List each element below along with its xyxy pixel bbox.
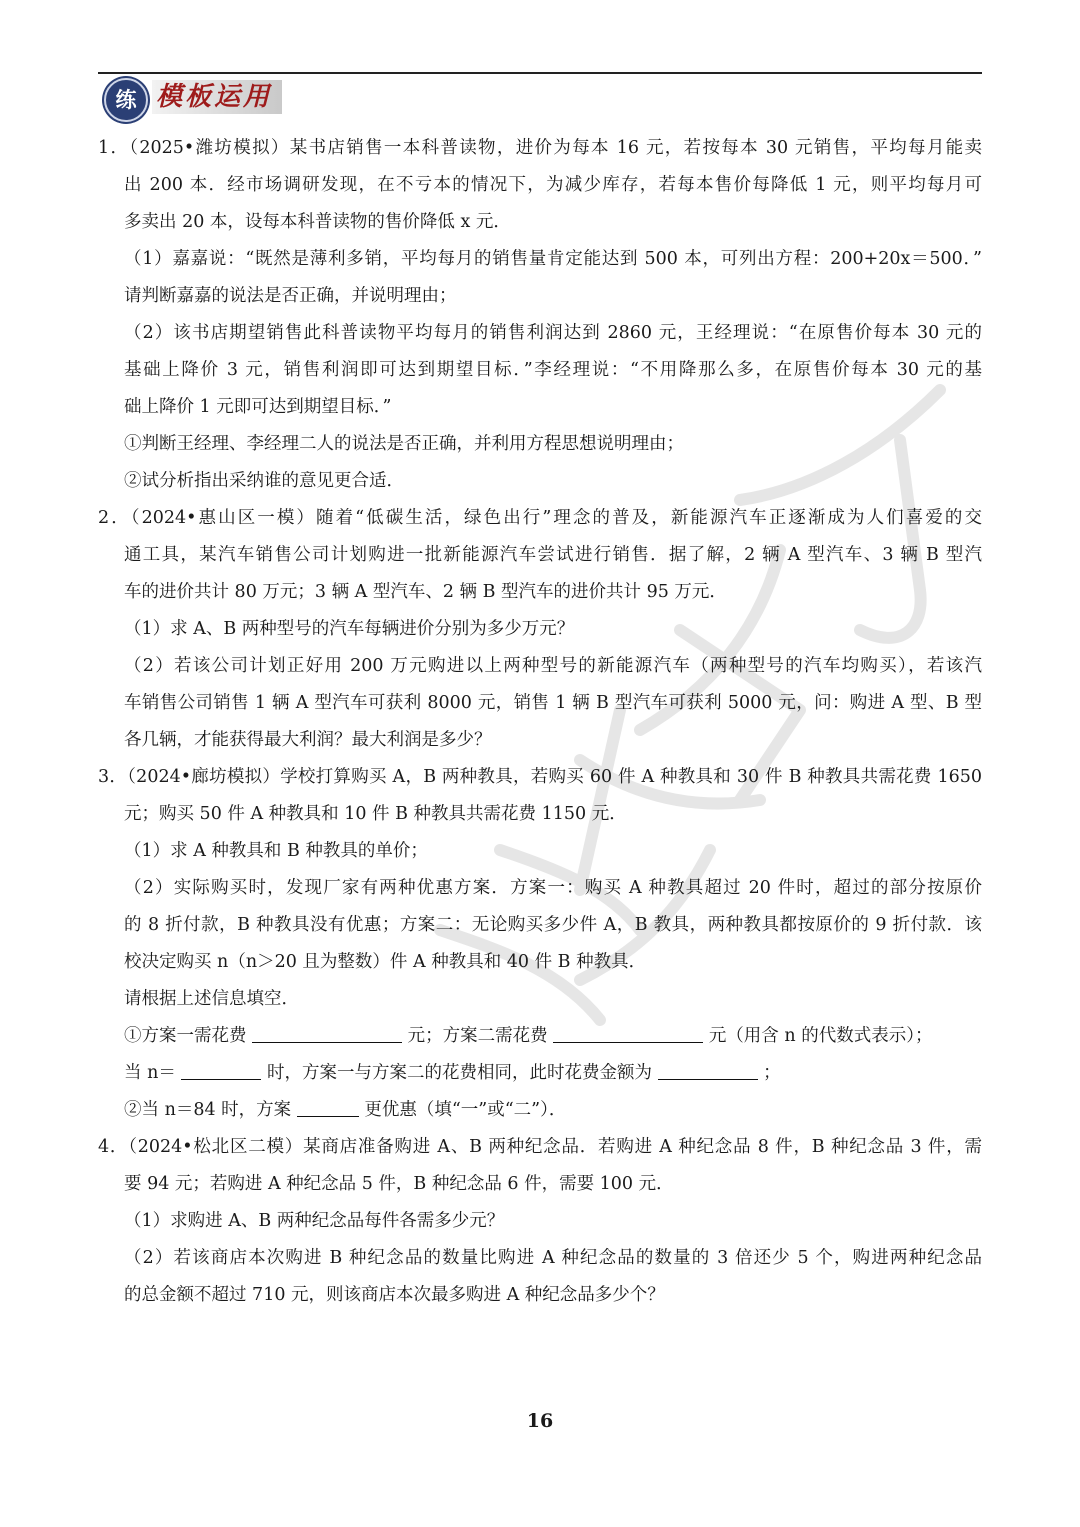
problem-3-line: 校决定购买 n（n＞20 且为整数）件 A 种教具和 40 件 B 种教具． — [124, 952, 647, 972]
problem-1-subpart-2: ②试分析指出采纳谁的意见更合适． — [124, 471, 404, 491]
problem-1-part-1: （1）嘉嘉说：“既然是薄利多销，平均每月的销售量肯定能达到 500 本，可列出方程：200+20x＝500．” — [124, 249, 982, 269]
section-header — [100, 76, 295, 120]
answer-blank[interactable] — [297, 1096, 359, 1117]
fill-text: ； — [763, 1063, 781, 1083]
problem-1-part-2: （2）该书店期望销售此科普读物平均每月的销售利润达到 2860 元，王经理说：“在原售价每本 30 元的 — [124, 323, 982, 343]
problem-4-line: 要 94 元；若购进 A 种纪念品 5 件，B 种纪念品 6 件，需要 100 元． — [124, 1174, 674, 1194]
answer-blank[interactable] — [658, 1059, 758, 1080]
problem-4-part-1: （1）求购进 A、B 两种纪念品每件各需多少元？ — [124, 1211, 505, 1231]
problem-1-line: 基础上降价 3 元，销售利润即可达到期望目标．”李经理说：“不用降那么多，在原售价每本 30 元的基 — [124, 360, 982, 380]
fill-text: 更优惠（填“一”或“二”）． — [364, 1100, 567, 1120]
problem-1-line: 础上降价 1 元即可达到期望目标．” — [124, 397, 392, 417]
fill-in-line-3 — [98, 1092, 982, 1129]
problem-1-line: 多卖出 20 本，设每本科普读物的售价降低 x 元． — [124, 212, 511, 232]
problem-4-line: 的总金额不超过 710 元，则该商店本次最多购进 A 种纪念品多少个？ — [124, 1285, 665, 1305]
answer-blank[interactable] — [553, 1022, 703, 1043]
fill-text: 时，方案一与方案二的花费相同，此时花费金额为 — [267, 1063, 652, 1083]
fill-text: 元；方案二需花费 — [407, 1026, 548, 1046]
problem-1-line: 请判断嘉嘉的说法是否正确，并说明理由； — [124, 286, 457, 306]
answer-blank[interactable] — [181, 1059, 261, 1080]
page-number: 16 — [526, 1410, 554, 1432]
practice-badge-icon: 练 — [104, 78, 148, 122]
problem-2-line: 车销售公司销售 1 辆 A 型汽车可获利 8000 元，销售 1 辆 B 型汽车可获利 5000 元，问：购进 A 型、B 型 — [124, 693, 982, 713]
section-title: 模板运用 — [152, 80, 282, 114]
fill-text: ①方案一需花费 — [124, 1026, 247, 1046]
problem-3-line: 元；购买 50 件 A 种教具和 10 件 B 种教具共需花费 1150 元． — [124, 804, 627, 824]
problem-2-part-2: （2）若该公司计划正好用 200 万元购进以上两种型号的新能源汽车（两种型号的汽车均购买），若该汽 — [124, 656, 982, 676]
header-rule — [98, 72, 982, 74]
problem-content — [98, 130, 982, 1314]
fill-in-line-1 — [98, 1018, 982, 1055]
problem-2-line: 2．（2024•惠山区一模）随着“低碳生活，绿色出行”理念的普及，新能源汽车正逐渐成为人们喜爱的交 — [98, 508, 982, 528]
answer-blank[interactable] — [252, 1022, 402, 1043]
problem-3-part-1: （1）求 A 种教具和 B 种教具的单价； — [124, 841, 428, 861]
problem-2-line: 各几辆，才能获得最大利润？最大利润是多少？ — [124, 730, 492, 750]
problem-3-line: 3．（2024•廊坊模拟）学校打算购买 A，B 两种教具，若购买 60 件 A 种教具和 30 件 B 种教具共需花费 1650 — [98, 767, 982, 787]
problem-1-line: 1．（2025•潍坊模拟）某书店销售一本科普读物，进价为每本 16 元，若按每本 30 元销售，平均每月能卖 — [98, 138, 982, 158]
problem-3-line: 请根据上述信息填空． — [124, 989, 299, 1009]
fill-text: 元（用含 n 的代数式表示）； — [708, 1026, 933, 1046]
problem-4-part-2: （2）若该商店本次购进 B 种纪念品的数量比购进 A 种纪念品的数量的 3 倍还少 5 个，购进两种纪念品 — [124, 1248, 982, 1268]
problem-2-part-1: （1）求 A、B 两种型号的汽车每辆进价分别为多少万元？ — [124, 619, 575, 639]
problem-1-line: 出 200 本．经市场调研发现，在不亏本的情况下，为减少库存，若每本售价每降低 1 元，则平均每月可 — [124, 175, 982, 195]
problem-2-line: 车的进价共计 80 万元；3 辆 A 型汽车、2 辆 B 型汽车的进价共计 95 万元． — [124, 582, 727, 602]
problem-3-part-2: （2）实际购买时，发现厂家有两种优惠方案．方案一：购买 A 种教具超过 20 件时，超过的部分按原价 — [124, 878, 982, 898]
fill-in-line-2 — [98, 1055, 982, 1092]
problem-3-line: 的 8 折付款，B 种教具没有优惠；方案二：无论购买多少件 A，B 教具，两种教具都按原价的 9 折付款．该 — [124, 915, 982, 935]
problem-4-line: 4．（2024•松北区二模）某商店准备购进 A、B 两种纪念品．若购进 A 种纪念品 8 件，B 种纪念品 3 件，需 — [98, 1137, 982, 1157]
fill-text: 当 n＝ — [124, 1063, 176, 1083]
problem-1-subpart-1: ①判断王经理、李经理二人的说法是否正确，并利用方程思想说明理由； — [124, 434, 684, 454]
problem-2-line: 通工具，某汽车销售公司计划购进一批新能源汽车尝试进行销售．据了解，2 辆 A 型汽车、3 辆 B 型汽 — [124, 545, 982, 565]
fill-text: ②当 n＝84 时，方案 — [124, 1100, 292, 1120]
